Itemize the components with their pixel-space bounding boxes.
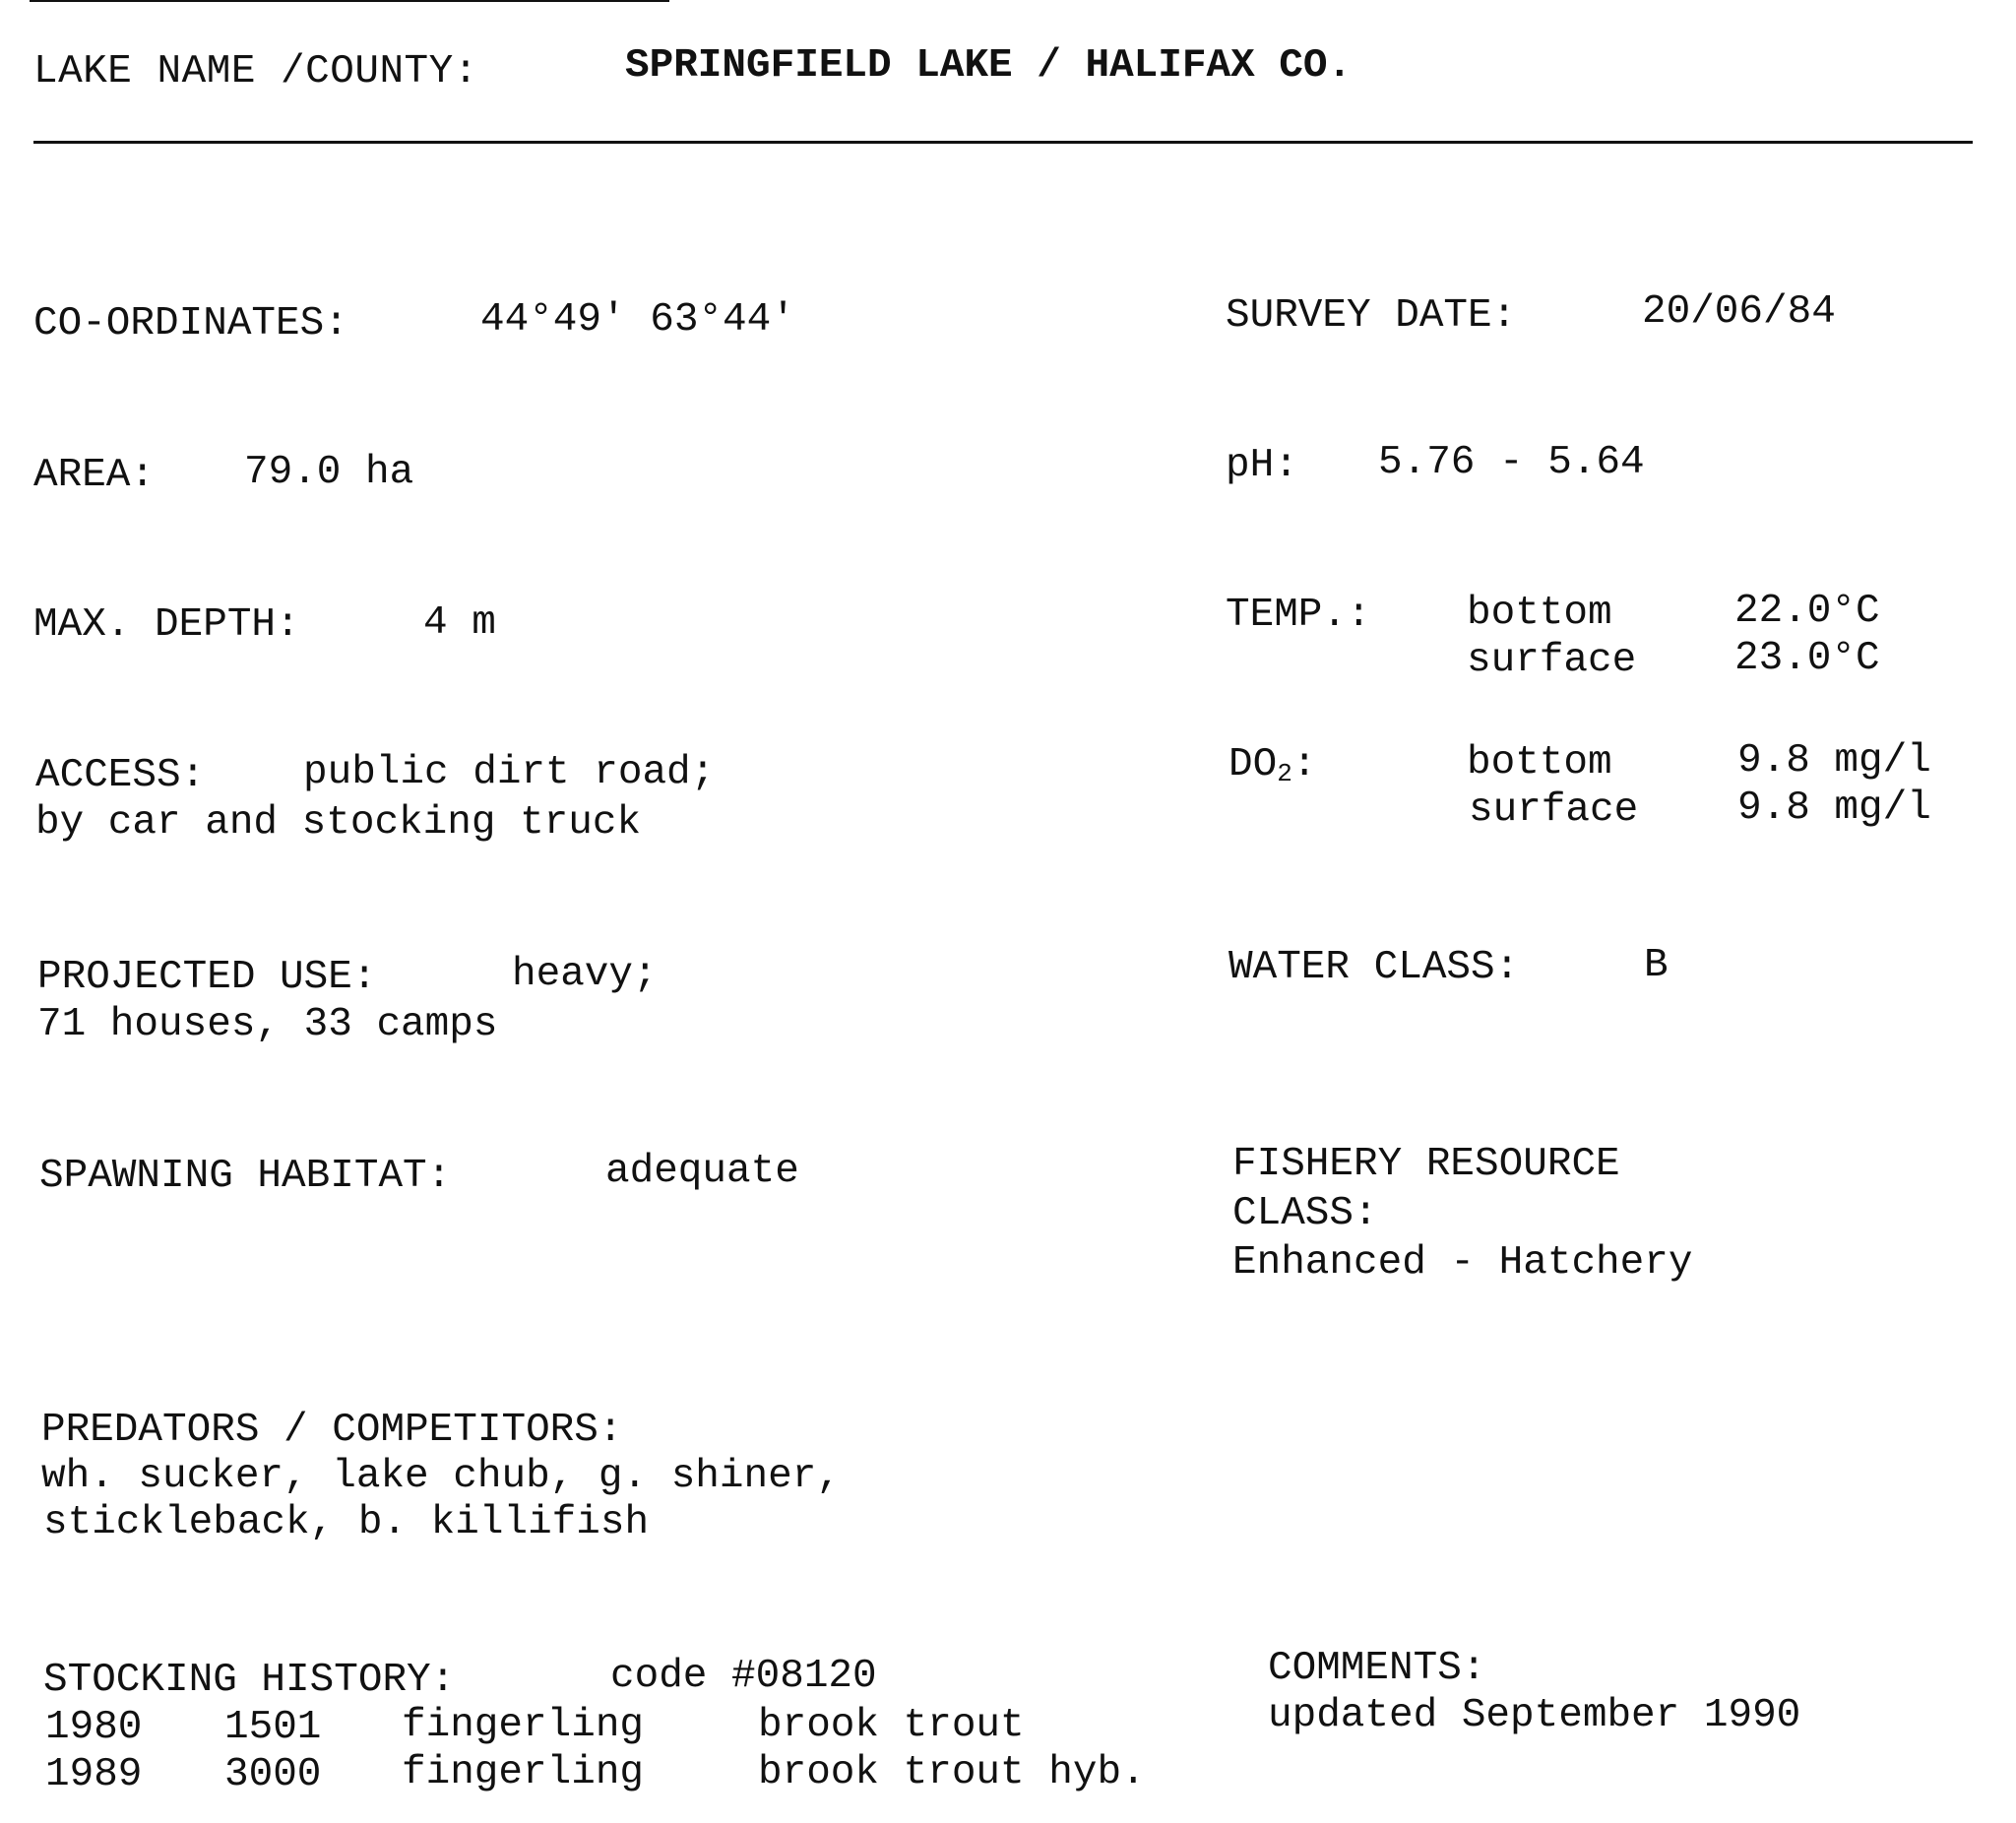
lake-name-label: LAKE NAME /COUNTY: [33, 49, 478, 94]
predators-line1: wh. sucker, lake chub, g. shiner, [41, 1454, 841, 1499]
temp-surface-value: 23.0°C [1734, 636, 1880, 681]
survey-date-value: 20/06/84 [1642, 289, 1836, 335]
coordinates-value: 44°49' 63°44' [480, 297, 795, 343]
area-value: 79.0 ha [244, 450, 414, 495]
do2-label [1228, 740, 1316, 790]
top-rule [30, 0, 669, 2]
stocking-row-1980-stage: fingerling [402, 1703, 645, 1748]
do2-bottom-label: bottom [1467, 740, 1612, 786]
do2-surface-label: surface [1469, 787, 1639, 833]
max-depth-label: MAX. DEPTH: [33, 602, 300, 648]
water-class-value: B [1644, 943, 1669, 988]
stocking-row-1989-species: brook trout hyb. [758, 1750, 1146, 1795]
temp-label: TEMP.: [1226, 593, 1371, 638]
ph-label: pH: [1226, 443, 1298, 488]
stocking-row-1989-count: 3000 [224, 1752, 322, 1797]
lake-name-value: SPRINGFIELD LAKE / HALIFAX CO. [625, 43, 1353, 89]
survey-date-label: SURVEY DATE: [1226, 293, 1517, 339]
stocking-code: code #08120 [610, 1654, 877, 1699]
projected-use-label: PROJECTED USE: [37, 955, 377, 1000]
do2-bottom-value: 9.8 mg/l [1737, 738, 1931, 784]
comments-value: updated September 1990 [1268, 1693, 1801, 1738]
stocking-row-1989-stage: fingerling [402, 1750, 645, 1795]
predators-label: PREDATORS / COMPETITORS: [41, 1408, 623, 1453]
comments-label: COMMENTS: [1268, 1646, 1486, 1691]
do2-surface-value: 9.8 mg/l [1737, 786, 1931, 831]
stocking-row-1989-year: 1989 [45, 1752, 143, 1797]
ph-value: 5.76 - 5.64 [1378, 440, 1645, 485]
max-depth-value: 4 m [423, 600, 496, 646]
stocking-row-1980-count: 1501 [224, 1705, 322, 1750]
do2-label-main: DO [1228, 742, 1278, 787]
temp-bottom-label: bottom [1467, 591, 1612, 636]
access-line1: public dirt road; [303, 750, 716, 795]
projected-use-line2: 71 houses, 33 camps [37, 1002, 498, 1047]
spawning-habitat-label: SPAWNING HABITAT: [39, 1154, 452, 1199]
water-class-label: WATER CLASS: [1228, 945, 1520, 990]
coordinates-label: CO-ORDINATES: [33, 301, 348, 346]
fishery-resource-value: Enhanced - Hatchery [1232, 1240, 1693, 1286]
access-label: ACCESS: [35, 753, 206, 798]
stocking-row-1980-year: 1980 [45, 1705, 143, 1750]
fishery-resource-line2: CLASS: [1232, 1191, 1378, 1236]
stocking-label: STOCKING HISTORY: [43, 1658, 456, 1703]
area-label: AREA: [33, 453, 156, 498]
header-rule [33, 141, 1973, 144]
predators-line2: stickleback, b. killifish [43, 1500, 650, 1545]
projected-use-line1: heavy; [512, 952, 658, 997]
spawning-habitat-value: adequate [605, 1149, 799, 1194]
fishery-resource-line1: FISHERY RESOURCE [1232, 1142, 1620, 1187]
temp-bottom-value: 22.0°C [1734, 589, 1880, 634]
access-line2: by car and stocking truck [35, 800, 642, 846]
do2-label-colon: : [1292, 742, 1317, 787]
stocking-row-1980-species: brook trout [758, 1703, 1025, 1748]
temp-surface-label: surface [1467, 638, 1637, 683]
do2-label-subscript: 2 [1277, 759, 1292, 788]
